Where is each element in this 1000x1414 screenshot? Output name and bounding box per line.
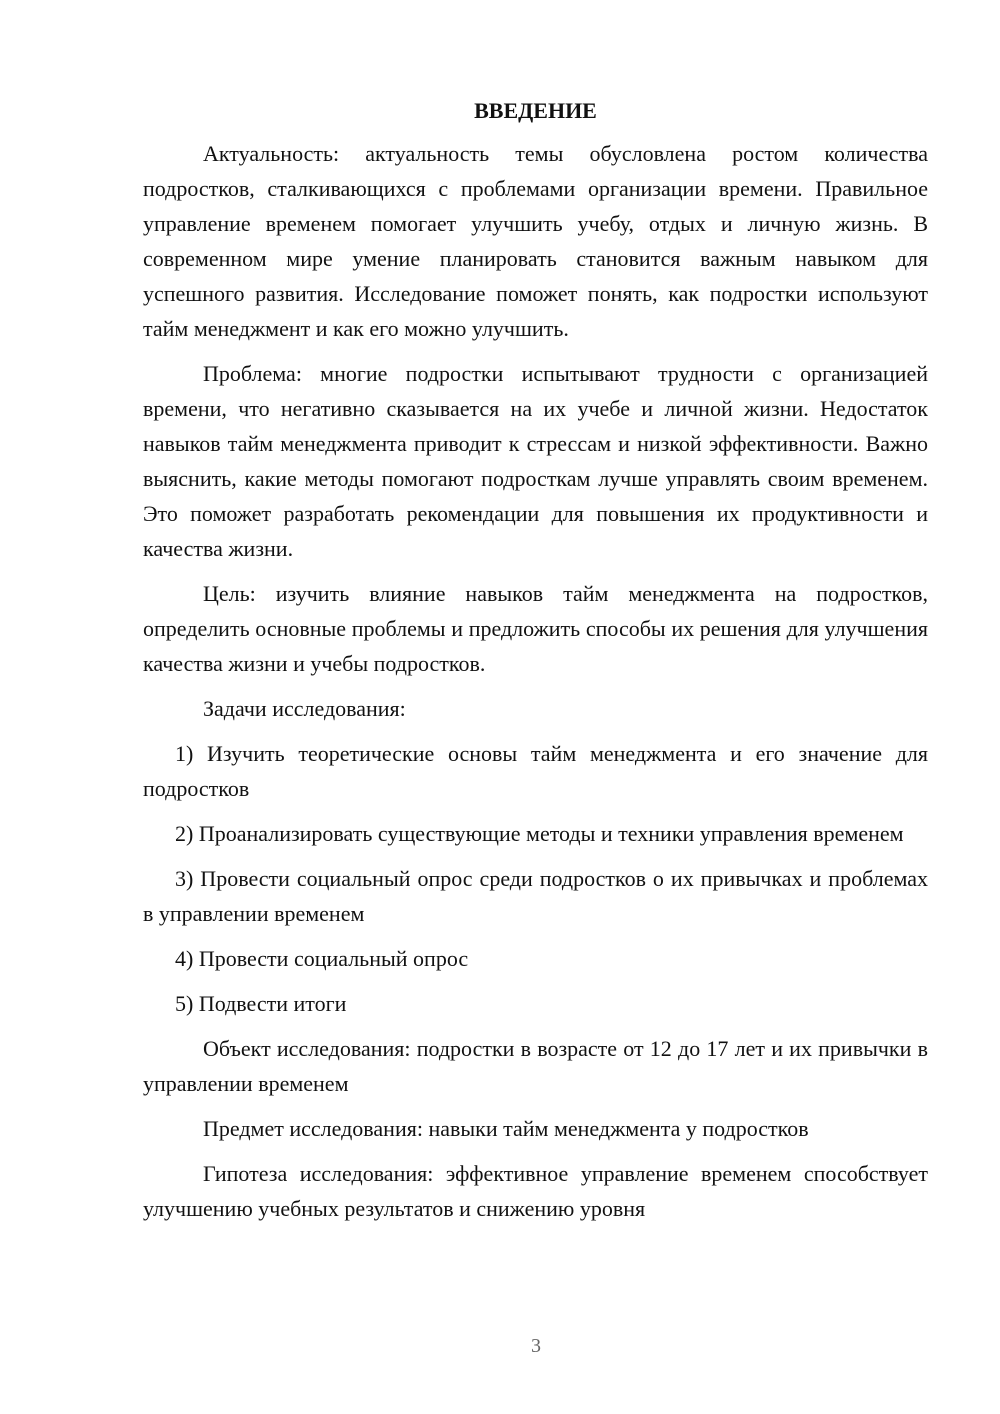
task-item-5: 5) Подвести итоги bbox=[175, 991, 347, 1016]
task-item-4: 4) Провести социальный опрос bbox=[175, 946, 469, 971]
hypothesis-paragraph: Гипотеза исследования: эффективное управление временем способствует улучшению учебных результатов и снижению уровня bbox=[143, 1161, 928, 1221]
task-item-3: 3) Провести социальный опрос среди подростков о их привычках и проблемах в управлении временем bbox=[143, 866, 928, 926]
problem-paragraph: Проблема: многие подростки испытывают трудности с организацией времени, что негативно сказывается на их учебе и личной жизни. Недостаток навыков тайм менеджмента приводит к стрессам и низкой эффективности. Важно выяснить, какие методы помогают подросткам лучше управлять своим временем. Это поможет разработать рекомендации для повышения их продуктивности и качества жизни. bbox=[143, 361, 928, 561]
tasks-heading: Задачи исследования: bbox=[203, 696, 406, 721]
subject-paragraph: Предмет исследования: навыки тайм менеджмента у подростков bbox=[203, 1116, 809, 1141]
goal-paragraph: Цель: изучить влияние навыков тайм менеджмента на подростков, определить основные проблемы и предложить способы их решения для улучшения качества жизни и учебы подростков. bbox=[143, 581, 928, 676]
task-item-2: 2) Проанализировать существующие методы и техники управления временем bbox=[175, 821, 904, 846]
page-number: 3 bbox=[531, 1335, 541, 1357]
object-paragraph: Объект исследования: подростки в возрасте от 12 до 17 лет и их привычки в управлении временем bbox=[143, 1036, 928, 1096]
task-item-1: 1) Изучить теоретические основы тайм менеджмента и его значение для подростков bbox=[143, 741, 928, 801]
section-title: ВВЕДЕНИЕ bbox=[474, 98, 597, 123]
relevance-paragraph: Актуальность: актуальность темы обусловлена ростом количества подростков, сталкивающихся с проблемами организации времени. Правильное управление временем помогает улучшить учебу, отдых и личную жизнь. В современном мире умение планировать становится важным навыком для успешного развития. Исследование поможет понять, как подростки используют тайм менеджмент и как его можно улучшить. bbox=[143, 141, 928, 341]
page-content bbox=[143, 94, 928, 1236]
